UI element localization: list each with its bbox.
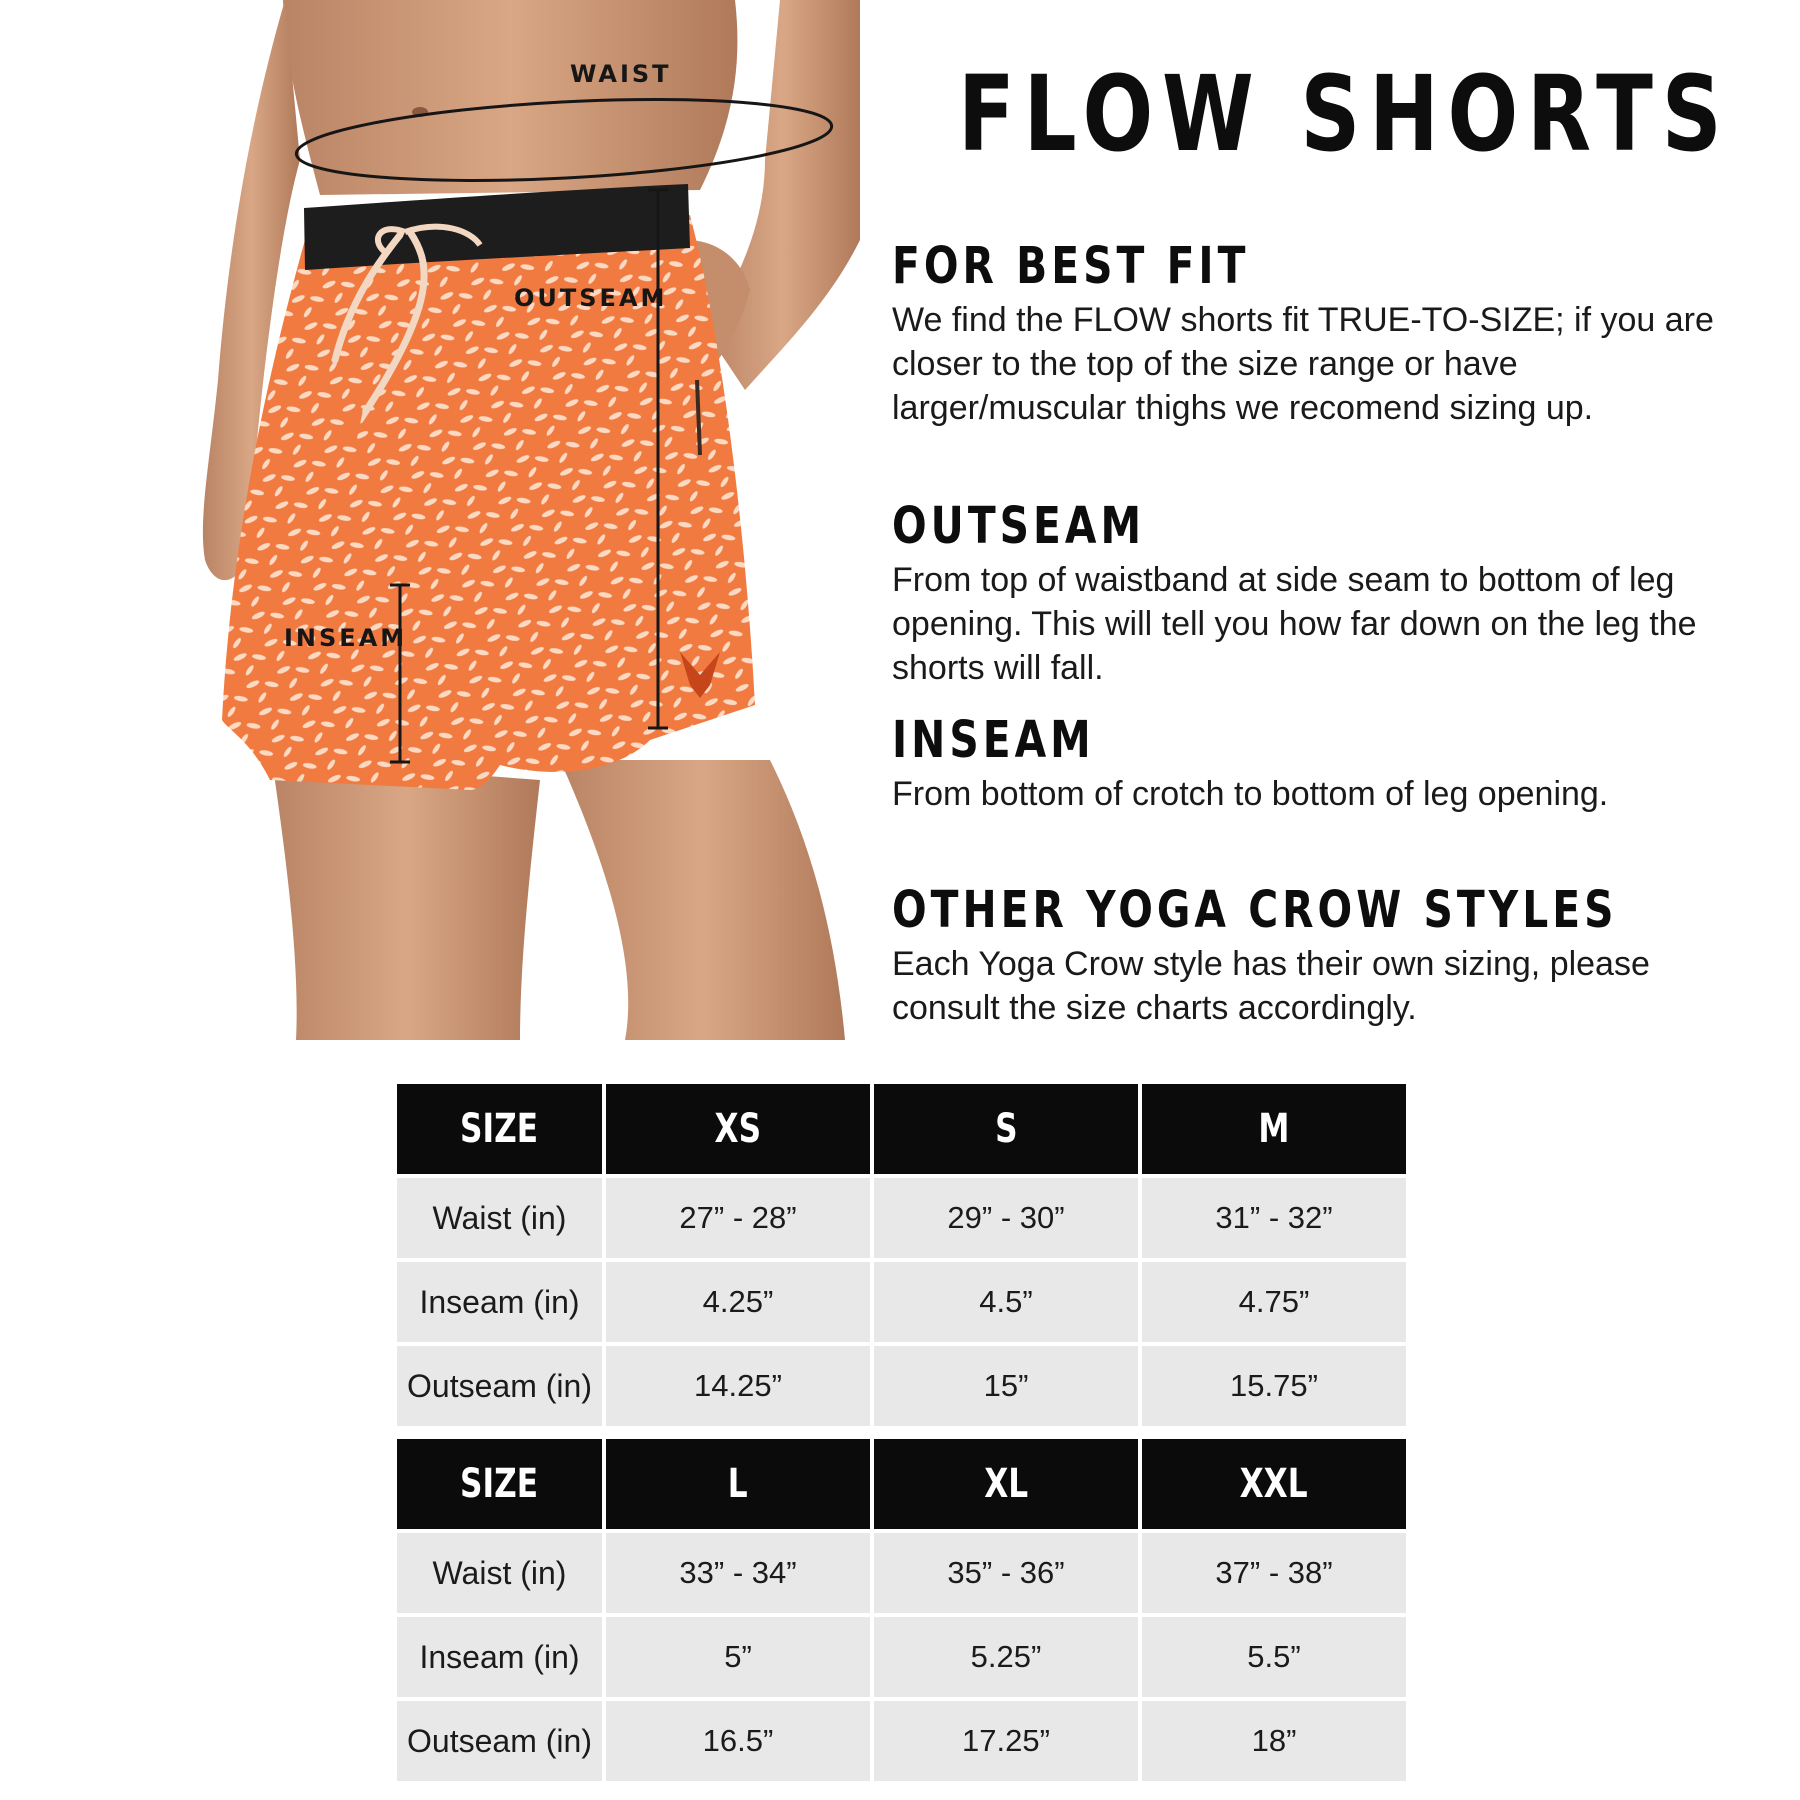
size-chart-table-2	[393, 1435, 1410, 1785]
table-cell: 14.25”	[606, 1346, 870, 1426]
table-cell: 33” - 34”	[606, 1533, 870, 1613]
table-cell: 4.25”	[606, 1262, 870, 1342]
table-cell: 37” - 38”	[1142, 1533, 1406, 1613]
table-row	[397, 1178, 1406, 1258]
header-cell: M	[1142, 1084, 1406, 1174]
torso	[283, 0, 737, 195]
row-label: Outseam (in)	[397, 1346, 602, 1426]
table-cell: 16.5”	[606, 1701, 870, 1781]
section-body: From top of waistband at side seam to bottom of leg opening. This will tell you how far down on the leg the shorts will fall.	[892, 560, 1697, 687]
table-cell: 5.25”	[874, 1617, 1138, 1697]
best-fit-section	[892, 237, 1752, 430]
size-chart-table-1	[393, 1080, 1410, 1430]
left-leg	[272, 760, 540, 1040]
row-label: Inseam (in)	[397, 1262, 602, 1342]
header-cell: S	[874, 1084, 1138, 1174]
header-cell: L	[606, 1439, 870, 1529]
section-heading: FOR BEST FIT	[892, 237, 1250, 296]
section-heading: OUTSEAM	[892, 497, 1146, 556]
table-cell: 5.5”	[1142, 1617, 1406, 1697]
header-cell: XS	[606, 1084, 870, 1174]
outseam-label: OUTSEAM	[514, 284, 668, 312]
inseam-label: INSEAM	[284, 624, 408, 652]
section-body: We find the FLOW shorts fit TRUE-TO-SIZE; if you are closer to the top of the size range or have larger/muscular thighs we recomend sizing up.	[892, 300, 1714, 427]
table-row	[397, 1533, 1406, 1613]
other-styles-section	[892, 881, 1752, 1030]
table-cell: 5”	[606, 1617, 870, 1697]
table-cell: 4.5”	[874, 1262, 1138, 1342]
model-illustration	[0, 0, 870, 1040]
row-label: Waist (in)	[397, 1178, 602, 1258]
row-label: Inseam (in)	[397, 1617, 602, 1697]
table-cell: 17.25”	[874, 1701, 1138, 1781]
right-leg	[560, 760, 845, 1040]
section-heading: OTHER YOGA CROW STYLES	[892, 881, 1618, 940]
waist-label: WAIST	[570, 60, 672, 88]
header-cell: SIZE	[397, 1084, 602, 1174]
header-cell: XXL	[1142, 1439, 1406, 1529]
table-cell: 15”	[874, 1346, 1138, 1426]
row-label: Outseam (in)	[397, 1701, 602, 1781]
table-cell: 15.75”	[1142, 1346, 1406, 1426]
inseam-section	[892, 711, 1752, 816]
table-cell: 35” - 36”	[874, 1533, 1138, 1613]
header-cell: XL	[874, 1439, 1138, 1529]
table-row	[397, 1346, 1406, 1426]
table-row	[397, 1617, 1406, 1697]
table-cell: 4.75”	[1142, 1262, 1406, 1342]
shorts-body	[222, 215, 755, 790]
table-row	[397, 1262, 1406, 1342]
row-label: Waist (in)	[397, 1533, 602, 1613]
table-cell: 27” - 28”	[606, 1178, 870, 1258]
table-cell: 18”	[1142, 1701, 1406, 1781]
table-header-row	[397, 1439, 1406, 1529]
page-title: FLOW SHORTS	[958, 53, 1731, 175]
section-body: From bottom of crotch to bottom of leg opening.	[892, 774, 1609, 813]
table-row	[397, 1701, 1406, 1781]
header-cell: SIZE	[397, 1439, 602, 1529]
outseam-section	[892, 497, 1752, 690]
table-cell: 31” - 32”	[1142, 1178, 1406, 1258]
section-heading: INSEAM	[892, 711, 1095, 770]
table-header-row	[397, 1084, 1406, 1174]
table-cell: 29” - 30”	[874, 1178, 1138, 1258]
section-body: Each Yoga Crow style has their own sizing, please consult the size charts accordingly.	[892, 944, 1650, 1027]
